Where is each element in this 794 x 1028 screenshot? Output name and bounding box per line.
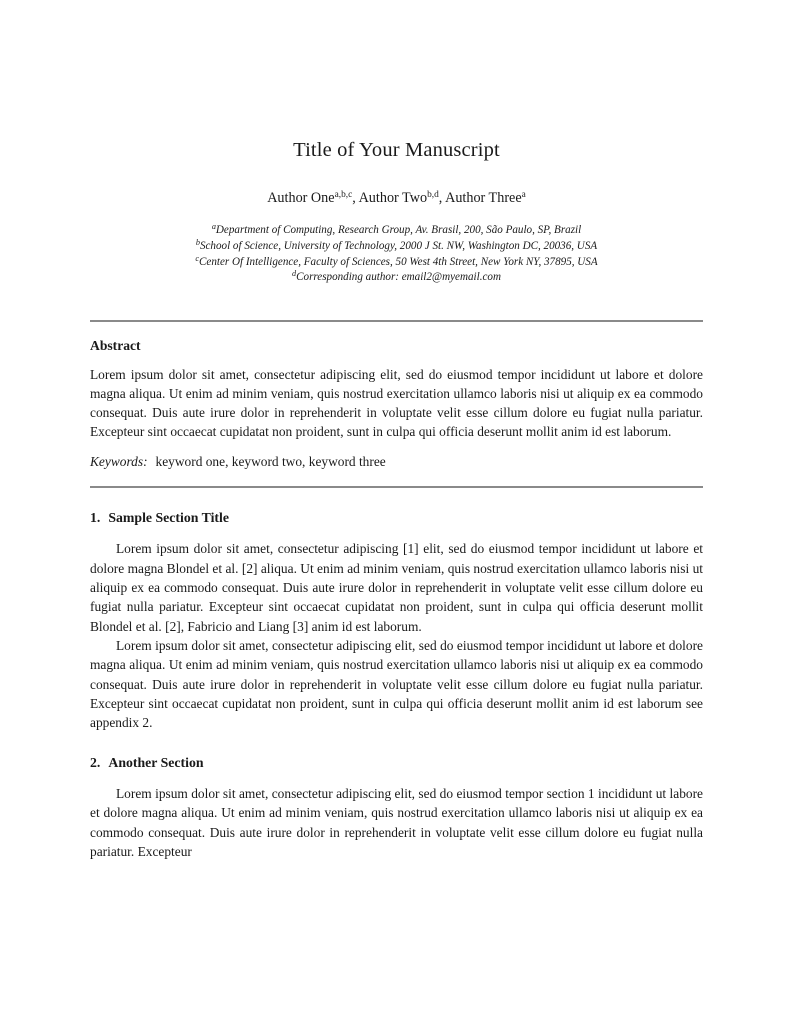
keywords-line: [90, 441, 703, 471]
affiliation-mark: c: [195, 253, 200, 263]
affiliation-mark: a: [211, 221, 216, 231]
affiliation-item: [90, 239, 703, 255]
affiliation-text: Department of Computing, Research Group, Av. Brasil, 200, São Paulo, SP, Brazil: [215, 224, 582, 237]
affiliation-item: [90, 223, 703, 239]
abstract-section: [90, 322, 703, 471]
text-column: [90, 0, 703, 861]
section-heading: [90, 755, 703, 771]
affiliation-text: School of Science, University of Technology, 2000 J St. NW, Washington DC, 20036, USA: [199, 239, 598, 252]
section-body: [90, 784, 703, 861]
author-affiliation-marks: a: [521, 189, 526, 200]
section-number: 2.: [90, 754, 101, 770]
body-paragraph: Lorem ipsum dolor sit amet, consectetur adipiscing elit, sed do eiusmod tempor section 1 incididunt ut labore et dolore magna aliqua. Ut enim ad minim veniam, quis nostrud exercitation ullamco laboris nisi ut aliquip ex ea commodo consequat. Duis aute irure dolor in reprehenderit in voluptate velit esse cillum dolore eu fugiat nulla pariatur. Excepteur: [90, 785, 703, 859]
section-1: [90, 488, 703, 733]
author-affiliation-marks: a,b,c: [334, 189, 353, 200]
affiliation-mark: d: [292, 269, 297, 279]
affiliation-text: Corresponding author: email2@myemail.com: [296, 271, 501, 284]
keywords-value: keyword one, keyword two, keyword three: [155, 454, 386, 470]
body-paragraph: Lorem ipsum dolor sit amet, consectetur adipiscing [1] elit, sed do eiusmod tempor incididunt ut labore et dolore magna Blondel et al. [2] aliqua. Ut enim ad minim veniam, quis nostrud exercitation ullamco laboris nisi ut aliquip ex ea commodo consequat. Duis aute irure dolor in reprehenderit in voluptate velit esse cillum dolore eu fugiat nulla pariatur. Excepteur sint occaecat cupidatat non proident, sunt in culpa qui officia deserunt mollit Blondel et al. [2], Fabricio and Liang [3] anim id est laborum.: [90, 541, 703, 634]
body-paragraph: Lorem ipsum dolor sit amet, consectetur adipiscing elit, sed do eiusmod tempor incididunt ut labore et dolore magna aliqua. Ut enim ad minim veniam, quis nostrud exercitation ullamco laboris nisi ut aliquip ex ea commodo consequat. Duis aute irure dolor in reprehenderit in voluptate velit esse cillum dolore eu fugiat nulla pariatur. Excepteur sint occaecat cupidatat non proident, sunt in culpa qui officia deserunt mollit anim id est laborum see appendix 2.: [90, 638, 703, 731]
author-list: [90, 163, 703, 207]
keywords-label: Keywords:: [90, 454, 148, 470]
author-name: Author One$^{a,b,c}$: [267, 189, 353, 206]
title-block: [90, 0, 703, 207]
author-name: Author Two$^{b,d}$: [358, 189, 439, 206]
author-separator: ,: [352, 189, 359, 206]
affiliation-item: [90, 255, 703, 271]
section-2: [90, 733, 703, 861]
body-sections: [90, 488, 703, 861]
section-title: Sample Section Title: [108, 510, 229, 526]
affiliation-text: Center Of Intelligence, Faculty of Sciences, 50 West 4th Street, New York NY, 37895, USA: [199, 255, 598, 268]
author-name: Author Three$^a$: [445, 189, 526, 206]
author-separator: ,: [438, 189, 446, 206]
page-title: Title of Your Manuscript: [293, 139, 500, 161]
abstract-heading: Abstract: [90, 338, 141, 354]
affiliation-list: [90, 207, 703, 286]
affiliation-item: [90, 270, 703, 286]
section-heading: [90, 510, 703, 526]
section-body: [90, 539, 703, 733]
abstract-text: Lorem ipsum dolor sit amet, consectetur adipiscing elit, sed do eiusmod tempor incididunt ut labore et dolore magna aliqua. Ut enim ad minim veniam, quis nostrud exercitation ullamco laboris nisi ut aliquip ex ea commodo consequat. Duis aute irure dolor in reprehenderit in voluptate velit esse cillum dolore eu fugiat nulla pariatur. Excepteur sint occaecat cupidatat non proident, sunt in culpa qui officia deserunt mollit anim id est laborum.: [90, 367, 703, 440]
section-number: 1.: [90, 510, 101, 526]
section-title: Another Section: [108, 754, 204, 770]
author-affiliation-marks: b,d: [427, 189, 439, 200]
affiliation-mark: b: [195, 237, 200, 247]
